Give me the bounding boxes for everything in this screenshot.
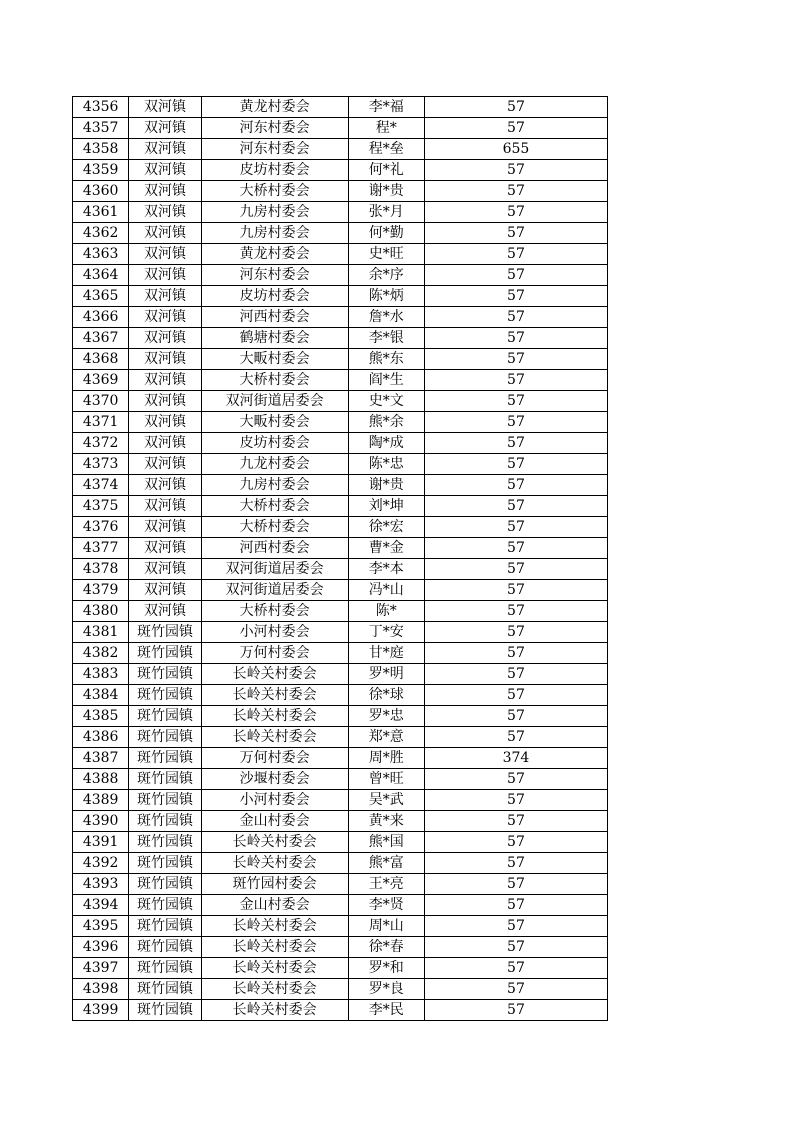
amount-cell: 57 xyxy=(424,958,607,979)
village-committee-cell: 长岭关村委会 xyxy=(201,979,348,1000)
town-cell: 双河镇 xyxy=(129,118,201,139)
town-cell: 双河镇 xyxy=(129,559,201,580)
village-committee-cell: 长岭关村委会 xyxy=(201,832,348,853)
amount-cell: 57 xyxy=(424,769,607,790)
town-cell: 斑竹园镇 xyxy=(129,769,201,790)
amount-cell: 57 xyxy=(424,286,607,307)
name-cell: 何*勤 xyxy=(348,223,424,244)
row-number-cell: 4357 xyxy=(73,118,129,139)
row-number-cell: 4398 xyxy=(73,979,129,1000)
town-cell: 斑竹园镇 xyxy=(129,706,201,727)
table-row xyxy=(73,97,608,118)
table-row xyxy=(73,895,608,916)
row-number-cell: 4362 xyxy=(73,223,129,244)
town-cell: 双河镇 xyxy=(129,223,201,244)
name-cell: 冯*山 xyxy=(348,580,424,601)
row-number-cell: 4388 xyxy=(73,769,129,790)
village-committee-cell: 皮坊村委会 xyxy=(201,286,348,307)
village-committee-cell: 长岭关村委会 xyxy=(201,727,348,748)
data-table xyxy=(72,96,608,1021)
village-committee-cell: 九房村委会 xyxy=(201,223,348,244)
amount-cell: 57 xyxy=(424,664,607,685)
village-committee-cell: 大畈村委会 xyxy=(201,412,348,433)
row-number-cell: 4390 xyxy=(73,811,129,832)
amount-cell: 57 xyxy=(424,517,607,538)
table-row xyxy=(73,244,608,265)
town-cell: 双河镇 xyxy=(129,475,201,496)
name-cell: 熊*富 xyxy=(348,853,424,874)
row-number-cell: 4380 xyxy=(73,601,129,622)
row-number-cell: 4385 xyxy=(73,706,129,727)
row-number-cell: 4367 xyxy=(73,328,129,349)
name-cell: 罗*良 xyxy=(348,979,424,1000)
table-row xyxy=(73,664,608,685)
row-number-cell: 4356 xyxy=(73,97,129,118)
row-number-cell: 4382 xyxy=(73,643,129,664)
row-number-cell: 4396 xyxy=(73,937,129,958)
village-committee-cell: 河西村委会 xyxy=(201,538,348,559)
name-cell: 罗*忠 xyxy=(348,706,424,727)
table-row xyxy=(73,160,608,181)
village-committee-cell: 河东村委会 xyxy=(201,118,348,139)
name-cell: 陈*忠 xyxy=(348,454,424,475)
amount-cell: 57 xyxy=(424,538,607,559)
village-committee-cell: 万何村委会 xyxy=(201,748,348,769)
name-cell: 张*月 xyxy=(348,202,424,223)
village-committee-cell: 皮坊村委会 xyxy=(201,160,348,181)
table-row xyxy=(73,643,608,664)
table-row xyxy=(73,139,608,160)
amount-cell: 57 xyxy=(424,811,607,832)
village-committee-cell: 万何村委会 xyxy=(201,643,348,664)
amount-cell: 57 xyxy=(424,202,607,223)
town-cell: 斑竹园镇 xyxy=(129,916,201,937)
village-committee-cell: 沙堰村委会 xyxy=(201,769,348,790)
row-number-cell: 4399 xyxy=(73,1000,129,1021)
amount-cell: 57 xyxy=(424,979,607,1000)
amount-cell: 655 xyxy=(424,139,607,160)
row-number-cell: 4384 xyxy=(73,685,129,706)
amount-cell: 57 xyxy=(424,328,607,349)
town-cell: 斑竹园镇 xyxy=(129,895,201,916)
village-committee-cell: 长岭关村委会 xyxy=(201,685,348,706)
town-cell: 斑竹园镇 xyxy=(129,958,201,979)
village-committee-cell: 河东村委会 xyxy=(201,265,348,286)
table-row xyxy=(73,223,608,244)
name-cell: 陶*成 xyxy=(348,433,424,454)
town-cell: 双河镇 xyxy=(129,160,201,181)
town-cell: 斑竹园镇 xyxy=(129,811,201,832)
name-cell: 曹*金 xyxy=(348,538,424,559)
village-committee-cell: 黄龙村委会 xyxy=(201,97,348,118)
town-cell: 双河镇 xyxy=(129,580,201,601)
town-cell: 双河镇 xyxy=(129,454,201,475)
table-row xyxy=(73,307,608,328)
name-cell: 罗*和 xyxy=(348,958,424,979)
row-number-cell: 4381 xyxy=(73,622,129,643)
row-number-cell: 4375 xyxy=(73,496,129,517)
row-number-cell: 4366 xyxy=(73,307,129,328)
name-cell: 阎*生 xyxy=(348,370,424,391)
amount-cell: 57 xyxy=(424,559,607,580)
amount-cell: 57 xyxy=(424,790,607,811)
town-cell: 双河镇 xyxy=(129,601,201,622)
table-row xyxy=(73,790,608,811)
table-row xyxy=(73,769,608,790)
name-cell: 李*银 xyxy=(348,328,424,349)
amount-cell: 57 xyxy=(424,895,607,916)
village-committee-cell: 斑竹园村委会 xyxy=(201,874,348,895)
village-committee-cell: 皮坊村委会 xyxy=(201,433,348,454)
village-committee-cell: 长岭关村委会 xyxy=(201,664,348,685)
table-row xyxy=(73,937,608,958)
village-committee-cell: 金山村委会 xyxy=(201,811,348,832)
table-row xyxy=(73,685,608,706)
town-cell: 双河镇 xyxy=(129,328,201,349)
amount-cell: 57 xyxy=(424,349,607,370)
table-body xyxy=(73,97,608,1021)
row-number-cell: 4372 xyxy=(73,433,129,454)
town-cell: 双河镇 xyxy=(129,97,201,118)
name-cell: 王*亮 xyxy=(348,874,424,895)
village-committee-cell: 双河街道居委会 xyxy=(201,391,348,412)
table-row xyxy=(73,328,608,349)
table-row xyxy=(73,517,608,538)
row-number-cell: 4371 xyxy=(73,412,129,433)
amount-cell: 57 xyxy=(424,580,607,601)
amount-cell: 57 xyxy=(424,727,607,748)
name-cell: 徐*球 xyxy=(348,685,424,706)
row-number-cell: 4370 xyxy=(73,391,129,412)
village-committee-cell: 九龙村委会 xyxy=(201,454,348,475)
town-cell: 斑竹园镇 xyxy=(129,979,201,1000)
town-cell: 双河镇 xyxy=(129,181,201,202)
row-number-cell: 4394 xyxy=(73,895,129,916)
amount-cell: 57 xyxy=(424,118,607,139)
amount-cell: 57 xyxy=(424,391,607,412)
town-cell: 双河镇 xyxy=(129,286,201,307)
amount-cell: 57 xyxy=(424,412,607,433)
town-cell: 双河镇 xyxy=(129,391,201,412)
name-cell: 熊*余 xyxy=(348,412,424,433)
name-cell: 程*垒 xyxy=(348,139,424,160)
village-committee-cell: 金山村委会 xyxy=(201,895,348,916)
town-cell: 双河镇 xyxy=(129,265,201,286)
name-cell: 徐*春 xyxy=(348,937,424,958)
name-cell: 熊*东 xyxy=(348,349,424,370)
name-cell: 罗*明 xyxy=(348,664,424,685)
row-number-cell: 4374 xyxy=(73,475,129,496)
village-committee-cell: 九房村委会 xyxy=(201,475,348,496)
name-cell: 李*贤 xyxy=(348,895,424,916)
amount-cell: 57 xyxy=(424,916,607,937)
amount-cell: 57 xyxy=(424,643,607,664)
town-cell: 斑竹园镇 xyxy=(129,643,201,664)
town-cell: 斑竹园镇 xyxy=(129,685,201,706)
row-number-cell: 4397 xyxy=(73,958,129,979)
table-row xyxy=(73,916,608,937)
name-cell: 李*本 xyxy=(348,559,424,580)
table-row xyxy=(73,958,608,979)
village-committee-cell: 河西村委会 xyxy=(201,307,348,328)
amount-cell: 57 xyxy=(424,97,607,118)
amount-cell: 57 xyxy=(424,496,607,517)
amount-cell: 57 xyxy=(424,370,607,391)
village-committee-cell: 大桥村委会 xyxy=(201,496,348,517)
row-number-cell: 4358 xyxy=(73,139,129,160)
table-row xyxy=(73,412,608,433)
village-committee-cell: 大桥村委会 xyxy=(201,517,348,538)
name-cell: 史*旺 xyxy=(348,244,424,265)
village-committee-cell: 黄龙村委会 xyxy=(201,244,348,265)
row-number-cell: 4376 xyxy=(73,517,129,538)
name-cell: 詹*水 xyxy=(348,307,424,328)
village-committee-cell: 双河街道居委会 xyxy=(201,580,348,601)
table-row xyxy=(73,853,608,874)
amount-cell: 57 xyxy=(424,874,607,895)
village-committee-cell: 双河街道居委会 xyxy=(201,559,348,580)
amount-cell: 57 xyxy=(424,454,607,475)
amount-cell: 57 xyxy=(424,622,607,643)
table-row xyxy=(73,286,608,307)
table-row xyxy=(73,601,608,622)
name-cell: 谢*贵 xyxy=(348,181,424,202)
table-row xyxy=(73,496,608,517)
town-cell: 斑竹园镇 xyxy=(129,622,201,643)
table-row xyxy=(73,349,608,370)
village-committee-cell: 长岭关村委会 xyxy=(201,937,348,958)
name-cell: 黄*来 xyxy=(348,811,424,832)
name-cell: 陈*炳 xyxy=(348,286,424,307)
table-row xyxy=(73,202,608,223)
table-row xyxy=(73,181,608,202)
village-committee-cell: 长岭关村委会 xyxy=(201,916,348,937)
village-committee-cell: 九房村委会 xyxy=(201,202,348,223)
row-number-cell: 4364 xyxy=(73,265,129,286)
name-cell: 熊*国 xyxy=(348,832,424,853)
row-number-cell: 4363 xyxy=(73,244,129,265)
amount-cell: 57 xyxy=(424,244,607,265)
name-cell: 何*礼 xyxy=(348,160,424,181)
table-row xyxy=(73,454,608,475)
name-cell: 曾*旺 xyxy=(348,769,424,790)
town-cell: 斑竹园镇 xyxy=(129,748,201,769)
table-row xyxy=(73,706,608,727)
town-cell: 双河镇 xyxy=(129,517,201,538)
row-number-cell: 4392 xyxy=(73,853,129,874)
name-cell: 周*胜 xyxy=(348,748,424,769)
row-number-cell: 4365 xyxy=(73,286,129,307)
table-row xyxy=(73,475,608,496)
town-cell: 双河镇 xyxy=(129,244,201,265)
row-number-cell: 4377 xyxy=(73,538,129,559)
row-number-cell: 4378 xyxy=(73,559,129,580)
town-cell: 斑竹园镇 xyxy=(129,874,201,895)
table-row xyxy=(73,874,608,895)
amount-cell: 57 xyxy=(424,160,607,181)
row-number-cell: 4383 xyxy=(73,664,129,685)
name-cell: 郑*意 xyxy=(348,727,424,748)
amount-cell: 57 xyxy=(424,853,607,874)
name-cell: 陈* xyxy=(348,601,424,622)
table-row xyxy=(73,433,608,454)
name-cell: 丁*安 xyxy=(348,622,424,643)
amount-cell: 57 xyxy=(424,601,607,622)
village-committee-cell: 长岭关村委会 xyxy=(201,706,348,727)
amount-cell: 57 xyxy=(424,475,607,496)
village-committee-cell: 鹤塘村委会 xyxy=(201,328,348,349)
table-row xyxy=(73,391,608,412)
town-cell: 双河镇 xyxy=(129,538,201,559)
town-cell: 双河镇 xyxy=(129,412,201,433)
row-number-cell: 4373 xyxy=(73,454,129,475)
name-cell: 刘*坤 xyxy=(348,496,424,517)
row-number-cell: 4361 xyxy=(73,202,129,223)
town-cell: 双河镇 xyxy=(129,139,201,160)
row-number-cell: 4359 xyxy=(73,160,129,181)
amount-cell: 57 xyxy=(424,685,607,706)
town-cell: 双河镇 xyxy=(129,307,201,328)
row-number-cell: 4387 xyxy=(73,748,129,769)
name-cell: 李*民 xyxy=(348,1000,424,1021)
table-row xyxy=(73,538,608,559)
amount-cell: 57 xyxy=(424,433,607,454)
table-row xyxy=(73,1000,608,1021)
row-number-cell: 4360 xyxy=(73,181,129,202)
amount-cell: 57 xyxy=(424,937,607,958)
town-cell: 斑竹园镇 xyxy=(129,832,201,853)
town-cell: 双河镇 xyxy=(129,349,201,370)
row-number-cell: 4368 xyxy=(73,349,129,370)
table-row xyxy=(73,811,608,832)
town-cell: 斑竹园镇 xyxy=(129,664,201,685)
table-row xyxy=(73,559,608,580)
amount-cell: 57 xyxy=(424,706,607,727)
village-committee-cell: 大桥村委会 xyxy=(201,181,348,202)
village-committee-cell: 长岭关村委会 xyxy=(201,958,348,979)
table-row xyxy=(73,265,608,286)
row-number-cell: 4379 xyxy=(73,580,129,601)
name-cell: 吴*武 xyxy=(348,790,424,811)
name-cell: 程* xyxy=(348,118,424,139)
town-cell: 双河镇 xyxy=(129,496,201,517)
village-committee-cell: 大畈村委会 xyxy=(201,349,348,370)
name-cell: 徐*宏 xyxy=(348,517,424,538)
village-committee-cell: 小河村委会 xyxy=(201,790,348,811)
town-cell: 双河镇 xyxy=(129,433,201,454)
row-number-cell: 4386 xyxy=(73,727,129,748)
table-row xyxy=(73,118,608,139)
row-number-cell: 4395 xyxy=(73,916,129,937)
village-committee-cell: 长岭关村委会 xyxy=(201,853,348,874)
town-cell: 斑竹园镇 xyxy=(129,853,201,874)
town-cell: 斑竹园镇 xyxy=(129,790,201,811)
amount-cell: 374 xyxy=(424,748,607,769)
town-cell: 斑竹园镇 xyxy=(129,1000,201,1021)
table-row xyxy=(73,979,608,1000)
town-cell: 斑竹园镇 xyxy=(129,937,201,958)
table-row xyxy=(73,580,608,601)
table-row xyxy=(73,370,608,391)
amount-cell: 57 xyxy=(424,307,607,328)
village-committee-cell: 大桥村委会 xyxy=(201,370,348,391)
table-row xyxy=(73,832,608,853)
village-committee-cell: 大桥村委会 xyxy=(201,601,348,622)
name-cell: 李*福 xyxy=(348,97,424,118)
row-number-cell: 4393 xyxy=(73,874,129,895)
name-cell: 周*山 xyxy=(348,916,424,937)
table-row xyxy=(73,727,608,748)
name-cell: 余*序 xyxy=(348,265,424,286)
village-committee-cell: 小河村委会 xyxy=(201,622,348,643)
amount-cell: 57 xyxy=(424,265,607,286)
amount-cell: 57 xyxy=(424,832,607,853)
table-row xyxy=(73,748,608,769)
name-cell: 甘*庭 xyxy=(348,643,424,664)
village-committee-cell: 长岭关村委会 xyxy=(201,1000,348,1021)
row-number-cell: 4391 xyxy=(73,832,129,853)
table-row xyxy=(73,622,608,643)
town-cell: 双河镇 xyxy=(129,370,201,391)
amount-cell: 57 xyxy=(424,223,607,244)
name-cell: 谢*贵 xyxy=(348,475,424,496)
town-cell: 双河镇 xyxy=(129,202,201,223)
row-number-cell: 4389 xyxy=(73,790,129,811)
village-committee-cell: 河东村委会 xyxy=(201,139,348,160)
amount-cell: 57 xyxy=(424,181,607,202)
town-cell: 斑竹园镇 xyxy=(129,727,201,748)
name-cell: 史*文 xyxy=(348,391,424,412)
amount-cell: 57 xyxy=(424,1000,607,1021)
row-number-cell: 4369 xyxy=(73,370,129,391)
